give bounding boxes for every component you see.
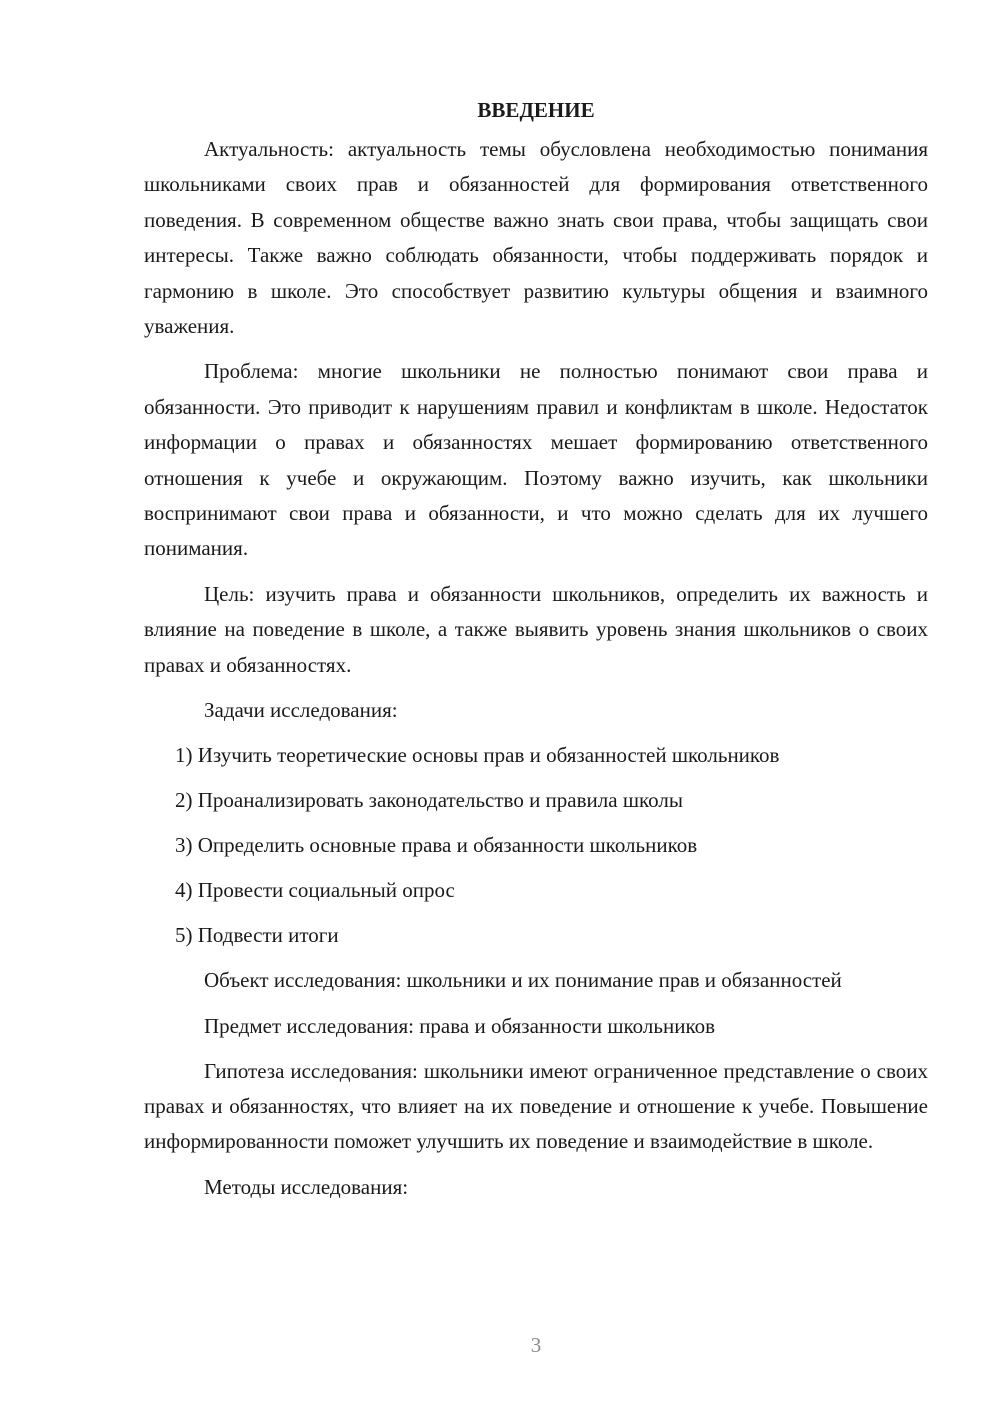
task-item-3: 3) Определить основные права и обязанности школьников <box>175 833 698 858</box>
paragraph-relevance: Актуальность: актуальность темы обусловлена необходимостью понимания школьниками своих прав и обязанностей для формирования ответственного поведения. В современном обществе важно знать свои права, чтобы защищать свои интересы. Также важно соблюдать обязанности, чтобы поддерживать порядок и гармонию в школе. Это способствует развитию культуры общения и взаимного уважения. <box>144 137 928 339</box>
task-item-2: 2) Проанализировать законодательство и правила школы <box>175 788 683 813</box>
methods-heading: Методы исследования: <box>204 1174 409 1199</box>
paragraph-problem: Проблема: многие школьники не полностью понимают свои права и обязанности. Это приводит к нарушениям правил и конфликтам в школе. Недостаток информации о правах и обязанностях мешает формированию ответственного отношения к учебе и окружающим. Поэтому важно изучить, как школьники воспринимают свои права и обязанности, и что можно сделать для их лучшего понимания. <box>144 359 928 561</box>
page-number: 3 <box>530 1333 542 1357</box>
paragraph-hypothesis: Гипотеза исследования: школьники имеют ограниченное представление о своих правах и обязанностях, что влияет на их поведение и отношение к учебе. Повышение информированности поможет улучшить их поведение и взаимодействие в школе. <box>144 1058 928 1154</box>
task-item-5: 5) Подвести итоги <box>175 923 339 948</box>
paragraph-object: Объект исследования: школьники и их понимание прав и обязанностей <box>204 968 842 993</box>
task-item-1: 1) Изучить теоретические основы прав и обязанностей школьников <box>175 743 780 768</box>
paragraph-subject: Предмет исследования: права и обязанности школьников <box>204 1013 715 1038</box>
section-title: ВВЕДЕНИЕ <box>477 98 595 122</box>
paragraph-goal: Цель: изучить права и обязанности школьников, определить их важность и влияние на поведение в школе, а также выявить уровень знания школьников о своих правах и обязанностях. <box>144 581 928 677</box>
tasks-list <box>144 738 928 953</box>
page-content <box>144 93 928 1215</box>
tasks-heading: Задачи исследования: <box>204 698 398 723</box>
task-item-4: 4) Провести социальный опрос <box>175 878 455 903</box>
